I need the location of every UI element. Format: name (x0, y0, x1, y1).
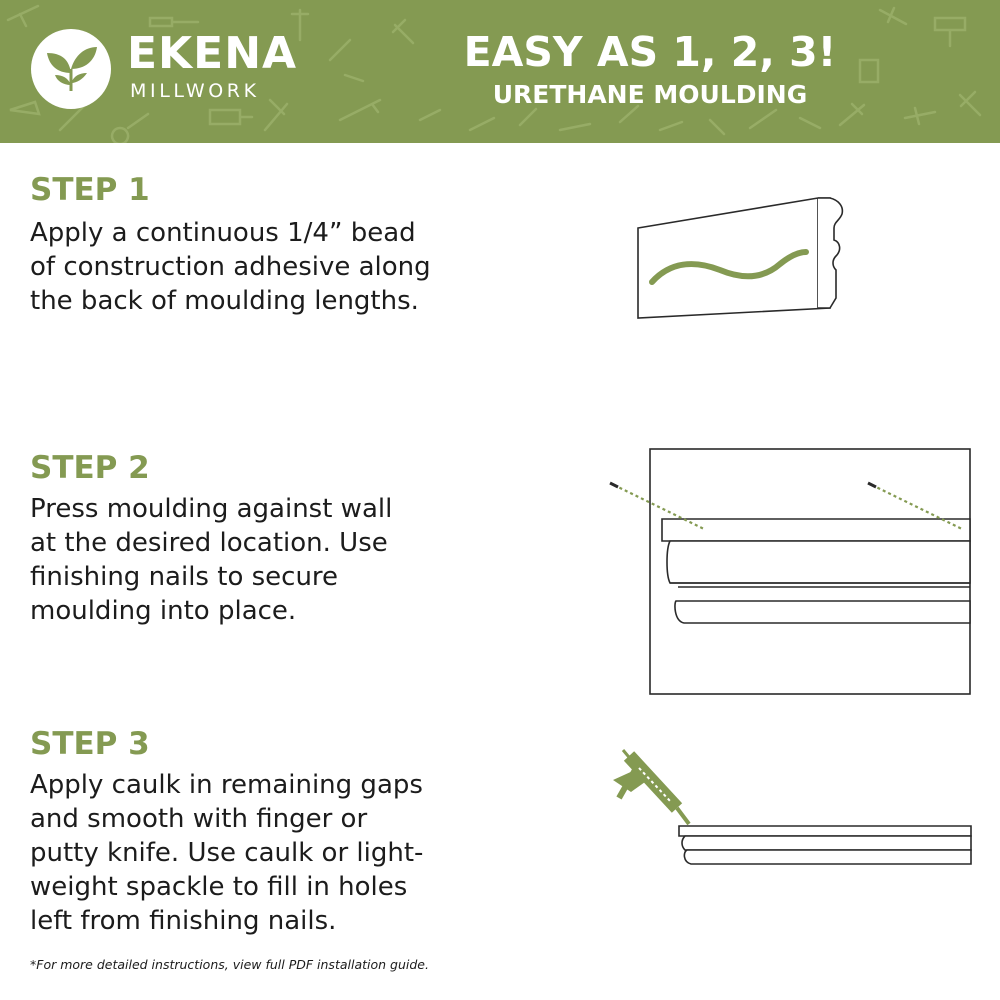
leaf-sprout-icon (31, 29, 111, 109)
step-1-text: Apply a continuous 1/4” bead of construction adhesive along the back of moulding lengths. (30, 218, 431, 316)
step-3-title: STEP 3 (30, 726, 150, 762)
step-1-title: STEP 1 (30, 172, 150, 208)
header-banner (0, 0, 1000, 143)
caulk-gun-icon (613, 750, 689, 824)
brand-subtitle: MILLWORK (130, 80, 260, 102)
step-2-text: Press moulding against wall at the desired location. Use finishing nails to secure moulding into place. (30, 494, 393, 626)
step-2-title: STEP 2 (30, 450, 150, 486)
brand-name: EKENA (127, 28, 298, 79)
footnote: *For more detailed instructions, view full PDF installation guide. (30, 957, 429, 972)
step-3-text: Apply caulk in remaining gaps and smooth with finger or putty knife. Use caulk or light- weight spackle to fill in holes left from finishing nails. (30, 770, 424, 936)
page-subheadline: URETHANE MOULDING (492, 80, 808, 109)
page-headline: EASY AS 1, 2, 3! (463, 28, 837, 76)
brand-logo (31, 29, 111, 109)
moulding-adhesive-bead-illustration (630, 190, 860, 330)
moulding-nails-wall-illustration (600, 445, 980, 700)
caulk-gun-moulding-illustration (605, 740, 975, 875)
